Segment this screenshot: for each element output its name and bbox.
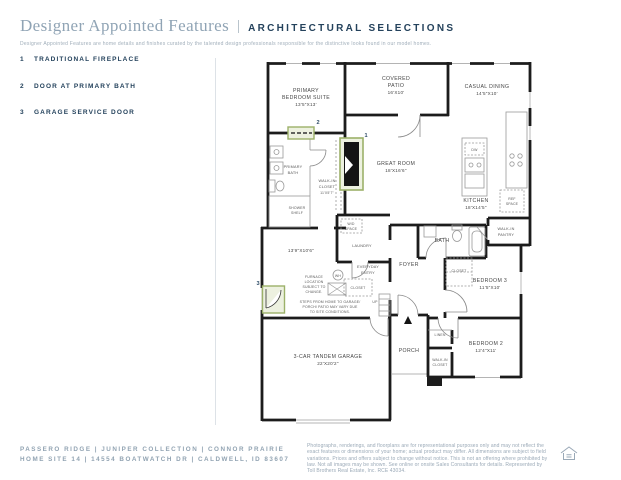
label-wd-space: W/D bbox=[347, 222, 355, 226]
marker-2: 2 bbox=[316, 120, 320, 126]
floorplan-walls bbox=[261, 62, 530, 421]
note-furnace: CHANGE. bbox=[305, 290, 323, 294]
floorplan-window-lines bbox=[262, 63, 530, 423]
address-line: HOME SITE 14 | 14554 BOATWATCH DR | CALDWELL, ID 83607 bbox=[20, 456, 290, 463]
room-dims-covered-patio: 16'X10' bbox=[387, 90, 405, 95]
room-label-walk-in-closet: WALK-IN bbox=[318, 179, 336, 183]
room-dims-great-room: 18'X16'6" bbox=[385, 168, 407, 173]
list-item bbox=[20, 56, 140, 63]
room-label-primary-bath: PRIMARY bbox=[283, 165, 303, 169]
room-label-covered-patio: PATIO bbox=[387, 83, 405, 89]
room-dims-garage: 22'X20'2" bbox=[317, 361, 339, 366]
list-item bbox=[20, 109, 140, 116]
room-label-porch: PORCH bbox=[398, 348, 420, 354]
room-label-casual-dining: CASUAL DINING bbox=[464, 84, 510, 90]
community-line: PASSERO RIDGE | JUNIPER COLLECTION | CONNOR PRAIRIE bbox=[20, 446, 285, 453]
room-label-bedroom2: BEDROOM 2 bbox=[468, 341, 504, 347]
page-title: Designer Appointed Features bbox=[20, 16, 230, 35]
room-label-bedroom3: BEDROOM 3 bbox=[472, 278, 508, 284]
room-label-walk-in-closet: CLOSET bbox=[318, 185, 336, 189]
note-furnace: LOCATION bbox=[304, 280, 324, 284]
room-label-laundry: LAUNDRY bbox=[352, 244, 372, 248]
room-label-garage: 3-CAR TANDEM GARAGE bbox=[293, 354, 363, 360]
room-label-kitchen: KITCHEN bbox=[463, 198, 489, 204]
legal-disclaimer: Photographs, renderings, and floorplans are for representational purposes only and may not reflect the exact features or dimensions of your home; actual product may differ. All dimensions are subject to field variations. Prices and offers subject to change without notice. This is not an offering where prohibited by law. Not all images may be shown. See online or onsite Sales Consultants for details. Represented by Toll Brothers Real Estate, Inc. RCE 43034. bbox=[307, 443, 548, 475]
label-shower-shelf: SHELF bbox=[290, 211, 304, 215]
label-ref-space: REF bbox=[508, 197, 516, 201]
marker-1: 1 bbox=[364, 133, 368, 139]
room-label-foyer: FOYER bbox=[399, 262, 419, 268]
room-dims-walk-in-closet: 11'X5'7" bbox=[320, 191, 334, 195]
feature-number: 1 bbox=[20, 56, 25, 63]
feature-number: 3 bbox=[20, 109, 25, 116]
note-steps: TO SITE CONDITIONS. bbox=[309, 310, 351, 314]
label-up: UP bbox=[372, 300, 378, 304]
note-steps: STEPS FROM HOME TO GARAGE/ bbox=[299, 300, 361, 304]
equal-housing-icon bbox=[559, 445, 579, 462]
room-label-walk-in-pantry: WALK-IN bbox=[497, 227, 515, 231]
room-label-everyday-entry: ENTRY bbox=[361, 271, 375, 275]
label-bedroom2-closet: CLOSET bbox=[432, 363, 448, 367]
list-item bbox=[20, 83, 140, 90]
entry-arrow bbox=[404, 316, 412, 324]
label-ref-space: SPACE bbox=[505, 202, 519, 206]
room-label-great-room: GREAT ROOM bbox=[376, 161, 416, 167]
room-dims-kitchen: 18'X14'5" bbox=[465, 205, 487, 210]
floor-plan bbox=[252, 52, 536, 430]
section-title: ARCHITECTURAL SELECTIONS bbox=[248, 23, 456, 34]
room-label-walk-in-pantry: PANTRY bbox=[497, 233, 515, 237]
note-furnace: SUBJECT TO bbox=[302, 285, 326, 289]
note-steps: PORCH/ PATIO MAY VARY DUE bbox=[302, 305, 358, 309]
room-label-primary-bedroom: PRIMARY bbox=[293, 88, 319, 94]
room-dims-primary-bedroom: 13'5"X13' bbox=[295, 102, 317, 107]
feature-list bbox=[20, 56, 140, 136]
note-furnace: FURNACE bbox=[305, 275, 323, 279]
label-entry-closet: CLOSET bbox=[350, 286, 366, 290]
vertical-divider bbox=[215, 58, 216, 425]
feature-number: 2 bbox=[20, 82, 25, 90]
room-label-primary-bath: BATH bbox=[287, 171, 299, 175]
label-linen: LINEN bbox=[434, 333, 446, 337]
header bbox=[20, 16, 455, 47]
label-bedroom3-closet: CLOSET bbox=[451, 269, 467, 273]
room-dims-casual-dining: 14'5"X10' bbox=[476, 91, 498, 96]
label-water-heater: WH bbox=[334, 274, 342, 278]
marker-3: 3 bbox=[256, 281, 260, 287]
room-dims-bedroom3: 11'5"X10' bbox=[479, 285, 501, 290]
label-wd-space: SPACE bbox=[344, 227, 358, 231]
feature-label: DOOR AT PRIMARY BATH bbox=[34, 82, 137, 90]
label-dishwasher: DW bbox=[471, 148, 478, 152]
room-dims-flex-room: 13'9"X10'6" bbox=[287, 248, 315, 253]
footer-community-info bbox=[20, 445, 289, 465]
title-divider bbox=[238, 20, 239, 33]
label-shower-shelf: SHOWER bbox=[288, 206, 306, 210]
feature-label: GARAGE SERVICE DOOR bbox=[34, 109, 135, 116]
page-description: Designer Appointed Features are home details and finishes curated by the talented design professionals responsible for the distinctive looks found in our model homes. bbox=[20, 41, 432, 47]
room-label-covered-patio: COVERED bbox=[381, 76, 411, 82]
feature-label: TRADITIONAL FIREPLACE bbox=[34, 56, 140, 63]
room-label-bath: BATH bbox=[434, 238, 450, 244]
label-bedroom2-closet: WALK-IN bbox=[432, 358, 448, 362]
room-label-everyday-entry: EVERYDAY bbox=[357, 265, 379, 269]
room-label-primary-bedroom: BEDROOM SUITE bbox=[281, 95, 331, 101]
room-dims-bedroom2: 12'4"X11' bbox=[475, 348, 497, 353]
